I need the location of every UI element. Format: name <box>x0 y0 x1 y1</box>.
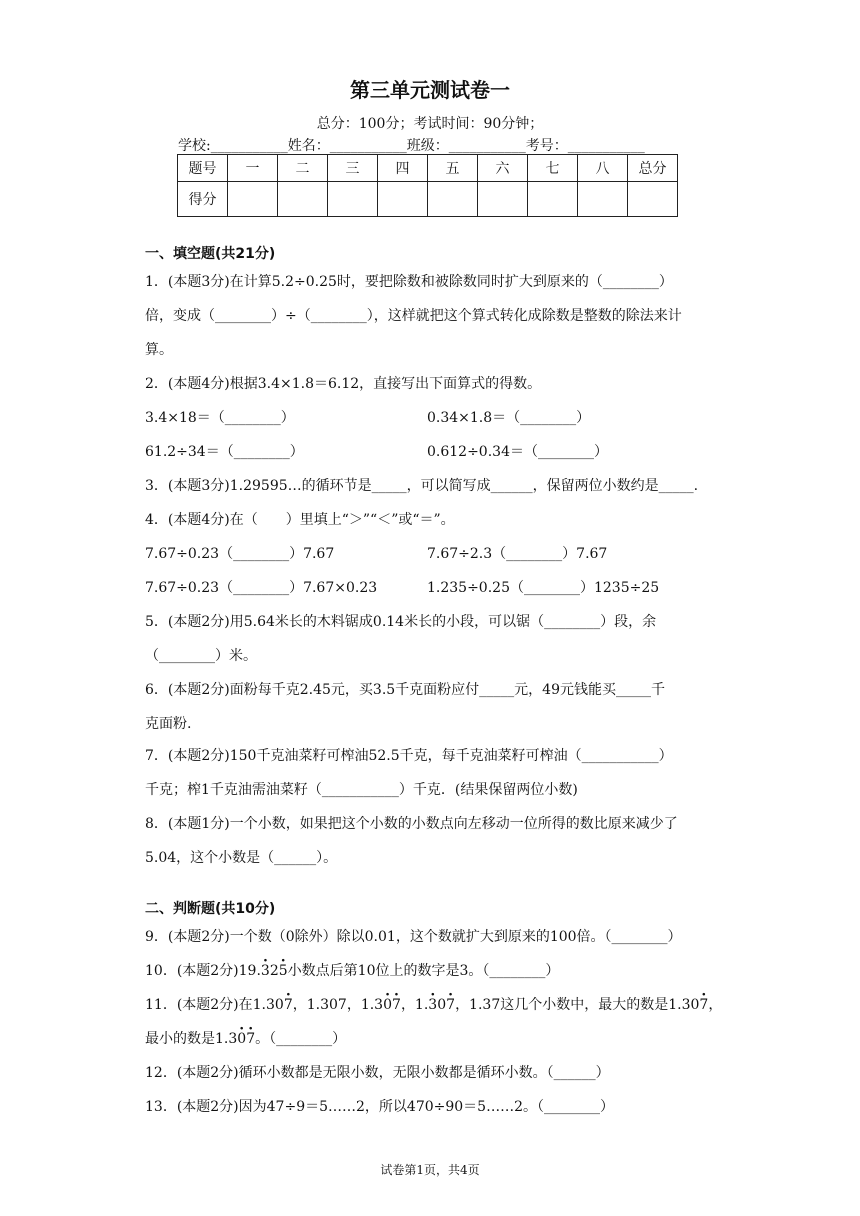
repeating-digit-start: 3 · <box>261 963 270 979</box>
section-heading-true-false: 二、判断题(共10分) <box>145 901 276 917</box>
question-1-line-2: 倍，变成（________）÷（________），这样就把这个算式转化成除数是整数的除法来计 <box>145 308 682 324</box>
question-11-line-1: 11．(本题2分)在1.307 ·，1.307，1.30 ·7 ·，1.3 ·07 ·，1.37这几个小数中，最大的数是1.307 ·， <box>145 994 722 1014</box>
score-cell[interactable] <box>278 182 328 217</box>
question-7-line-1: 7．(本题2分)150千克油菜籽可榨油52.5千克，每千克油菜籽可榨油（___________） <box>145 748 673 764</box>
repeating-digit: 7 · <box>284 997 293 1013</box>
exam-info: 总分：100分；考试时间：90分钟； <box>316 116 544 132</box>
repeating-digit-end: 7 · <box>392 997 401 1013</box>
question-11-line-2 <box>145 1028 346 1048</box>
question-11-text: ，1.307，1.3 <box>292 997 384 1013</box>
score-header-cell: 八 <box>578 155 628 182</box>
question-4-item-d: 1.235÷0.25（________）1235÷25 <box>427 580 660 596</box>
repeating-digit-start: 0 · <box>237 1031 246 1047</box>
score-header-cell: 四 <box>378 155 428 182</box>
question-8-line-1: 8．(本题1分)一个小数，如果把这个小数的小数点向左移动一位所得的数比原来减少了 <box>145 816 678 832</box>
score-header-cell: 一 <box>228 155 278 182</box>
question-1-line-3: 算。 <box>145 342 173 358</box>
question-2-item-c: 61.2÷34＝（________） <box>145 444 304 460</box>
score-header-cell: 六 <box>478 155 528 182</box>
page-footer: 试卷第1页，共4页 <box>380 1163 480 1177</box>
repeating-digit: 7 · <box>699 997 708 1013</box>
score-header-cell: 五 <box>428 155 478 182</box>
question-4-item-a: 7.67÷0.23（________）7.67 <box>145 546 335 562</box>
question-6-line-2: 克面粉. <box>145 716 192 732</box>
score-header-cell: 七 <box>528 155 578 182</box>
repeating-digit-end: 7 · <box>246 1031 255 1047</box>
question-5-line-2: （________）米。 <box>145 648 257 664</box>
question-8-line-2: 5.04，这个小数是（______）。 <box>145 850 338 866</box>
question-2: 2．(本题4分)根据3.4×1.8＝6.12，直接写出下面算式的得数。 <box>145 376 542 392</box>
score-cell[interactable] <box>478 182 528 217</box>
score-table-header-row <box>178 155 678 182</box>
student-fields: 学校:___________姓名：___________班级：___________考号：___________ <box>178 138 645 154</box>
question-2-item-d: 0.612÷0.34＝（________） <box>427 444 608 460</box>
question-12: 12．(本题2分)循环小数都是无限小数，无限小数都是循环小数。（______） <box>145 1065 610 1081</box>
score-row-label: 得分 <box>178 182 228 217</box>
question-11-text: ，1. <box>400 997 429 1013</box>
score-header-cell: 题号 <box>178 155 228 182</box>
repeating-digit-start: 3 · <box>428 997 437 1013</box>
score-cell[interactable] <box>228 182 278 217</box>
score-table <box>177 154 678 217</box>
score-cell[interactable] <box>528 182 578 217</box>
question-6-line-1: 6．(本题2分)面粉每千克2.45元，买3.5千克面粉应付_____元，49元钱能买_____千 <box>145 682 665 698</box>
section-heading-fill-in: 一、填空题(共21分) <box>145 246 276 262</box>
question-2-item-b: 0.34×1.8＝（________） <box>427 410 591 426</box>
question-10-suffix: 小数点后第10位上的数字是3。（________） <box>287 963 560 979</box>
score-cell[interactable] <box>328 182 378 217</box>
question-9: 9．(本题2分)一个数（0除外）除以0.01，这个数就扩大到原来的100倍。（________） <box>145 929 682 945</box>
repeating-digit: 0 <box>437 997 447 1013</box>
question-11-text: ，1.37这几个小数中，最大的数是1.30 <box>455 997 700 1013</box>
repeating-digit-start: 0 · <box>383 997 392 1013</box>
score-cell[interactable] <box>628 182 678 217</box>
question-4-item-c: 7.67÷0.23（________）7.67×0.23 <box>145 580 378 596</box>
question-10 <box>145 960 559 980</box>
page-title: 第三单元测试卷一 <box>350 78 510 102</box>
question-4: 4．(本题4分)在（ ）里填上“＞”“＜”或“＝”。 <box>145 512 455 528</box>
score-table-score-row <box>178 182 678 217</box>
question-2-item-a: 3.4×18＝（________） <box>145 410 295 426</box>
question-11-text: 最小的数是1.3 <box>145 1031 238 1047</box>
score-cell[interactable] <box>428 182 478 217</box>
question-1-line-1: 1．(本题3分)在计算5.2÷0.25时，要把除数和被除数同时扩大到原来的（________） <box>145 274 673 290</box>
question-13: 13．(本题2分)因为47÷9＝5……2，所以470÷90＝5……2。（________） <box>145 1099 614 1115</box>
score-header-cell: 二 <box>278 155 328 182</box>
question-11-prefix: 11．(本题2分)在1.30 <box>145 997 284 1013</box>
score-header-cell: 总分 <box>628 155 678 182</box>
question-10-prefix: 10．(本题2分)19. <box>145 963 261 979</box>
question-4-item-b: 7.67÷2.3（________）7.67 <box>427 546 608 562</box>
question-11-suffix: 。（________） <box>255 1031 347 1047</box>
question-5-line-1: 5．(本题2分)用5.64米长的木料锯成0.14米长的小段，可以锯（________）段，余 <box>145 614 657 630</box>
question-7-line-2: 千克；榨1千克油需油菜籽（___________）千克．(结果保留两位小数) <box>145 782 578 798</box>
repeating-digit: 2 <box>269 963 279 979</box>
score-header-cell: 三 <box>328 155 378 182</box>
repeating-digit-end: 7 · <box>446 997 455 1013</box>
question-3: 3．(本题3分)1.29595…的循环节是_____，可以简写成______，保留两位小数约是_____. <box>145 478 699 494</box>
score-cell[interactable] <box>578 182 628 217</box>
score-cell[interactable] <box>378 182 428 217</box>
repeating-digit-end: 5 · <box>279 963 288 979</box>
